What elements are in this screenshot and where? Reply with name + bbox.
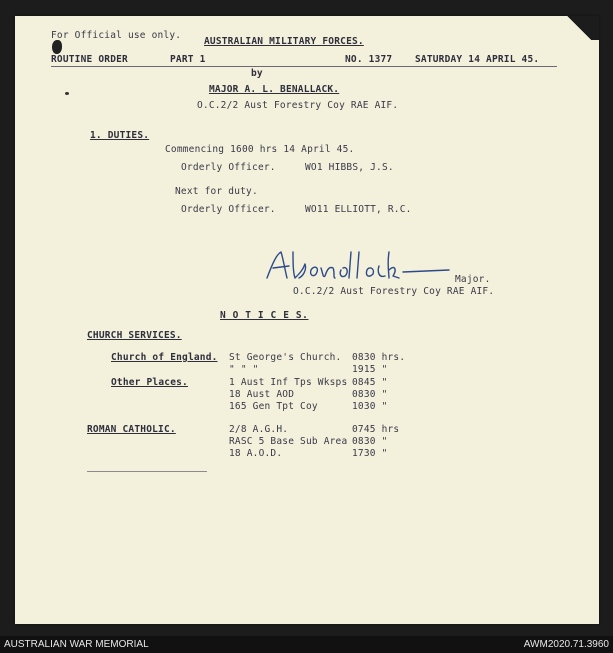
by-label: by: [251, 68, 263, 79]
closing-rule: [87, 471, 207, 472]
folded-corner: [559, 16, 599, 40]
signatory-rank: Major.: [455, 274, 491, 285]
service-time: 0845 ": [352, 377, 388, 388]
service-time: 0745 hrs: [352, 424, 400, 435]
service-place: St George's Church.: [229, 352, 342, 363]
forces-title: AUSTRALIAN MILITARY FORCES.: [204, 36, 364, 47]
roman-catholic-label: ROMAN CATHOLIC.: [87, 424, 176, 435]
part-label: PART 1: [170, 54, 206, 65]
official-use-note: For Official use only.: [51, 30, 182, 41]
major-name: MAJOR A. L. BENALLACK.: [209, 84, 340, 95]
orderly-officer-name: WO1 HIBBS, J.S.: [305, 162, 394, 173]
service-place: 165 Gen Tpt Coy: [229, 401, 318, 412]
service-place: 18 Aust AOD: [229, 389, 295, 400]
church-of-england-label: Church of England.: [111, 352, 218, 363]
header-rule: [51, 66, 557, 67]
next-orderly-officer-label: Orderly Officer.: [181, 204, 276, 215]
service-time: 0830 hrs.: [352, 352, 406, 363]
document-page: [15, 16, 599, 624]
archive-footer: [0, 636, 613, 653]
service-time: 1030 ": [352, 401, 388, 412]
service-time: 1915 ": [352, 364, 388, 375]
punch-hole: [52, 40, 62, 54]
service-place: RASC 5 Base Sub Area: [229, 436, 348, 447]
church-services-heading: CHURCH SERVICES.: [87, 330, 182, 341]
service-time: 0830 ": [352, 389, 388, 400]
archive-reference: AWM2020.71.3960: [523, 639, 609, 650]
service-place: " " ": [229, 364, 259, 375]
order-number: NO. 1377: [345, 54, 393, 65]
routine-order-label: ROUTINE ORDER: [51, 54, 128, 65]
service-time: 1730 ": [352, 448, 388, 459]
service-place: 1 Aust Inf Tps Wksps: [229, 377, 348, 388]
duties-heading: 1. DUTIES.: [90, 130, 150, 141]
next-orderly-officer-name: WO11 ELLIOTT, R.C.: [305, 204, 412, 215]
other-places-label: Other Places.: [111, 377, 188, 388]
service-place: 18 A.O.D.: [229, 448, 283, 459]
ink-speck: [65, 92, 69, 95]
notices-heading: N O T I C E S.: [220, 310, 309, 321]
next-for-duty-label: Next for duty.: [175, 186, 258, 197]
duties-commencing: Commencing 1600 hrs 14 April 45.: [165, 144, 355, 155]
handwritten-signature: [263, 248, 453, 286]
archive-name: AUSTRALIAN WAR MEMORIAL: [4, 639, 149, 650]
order-date: SATURDAY 14 APRIL 45.: [415, 54, 540, 65]
signatory-unit: O.C.2/2 Aust Forestry Coy RAE AIF.: [293, 286, 495, 297]
service-time: 0830 ": [352, 436, 388, 447]
orderly-officer-label: Orderly Officer.: [181, 162, 276, 173]
service-place: 2/8 A.G.H.: [229, 424, 289, 435]
unit-name: O.C.2/2 Aust Forestry Coy RAE AIF.: [197, 100, 399, 111]
